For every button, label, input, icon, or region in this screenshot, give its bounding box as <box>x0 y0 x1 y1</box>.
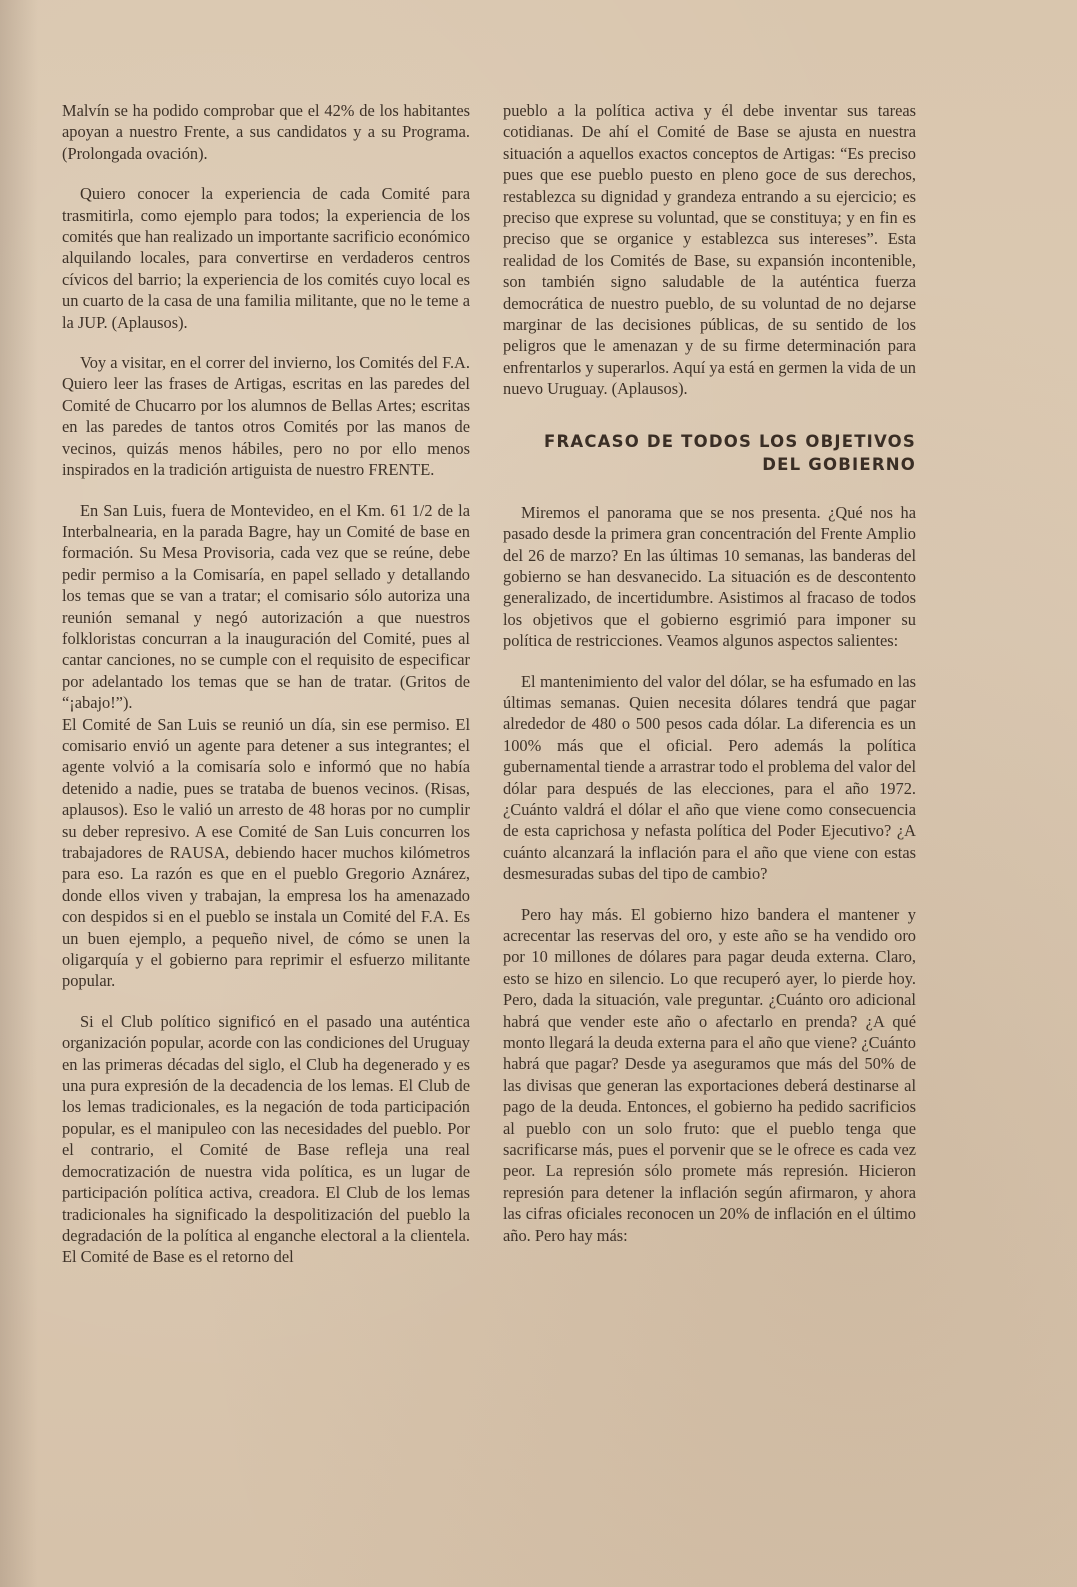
left-paragraph-1: Malvín se ha podido comprobar que el 42% de los habitantes apoyan a nuestro Frente, a sus candidatos y a su Programa. (Prolongada ovación). <box>62 101 470 163</box>
left-column <box>62 100 470 1287</box>
right-paragraph-3: El mantenimiento del valor del dólar, se ha esfumado en las últimas semanas. Quien necesita dólares tendrá que pagar alrededor de 480 o 500 pesos cada dólar. La diferencia es un 100% más que el oficial. Pero además la política gubernamental tiende a arrastrar todo el problema del valor del dólar para después de las elecciones, para el año 1972. ¿Cuánto valdrá el dólar el año que viene como consecuencia de esta caprichosa y nefasta política del Poder Ejecutivo? ¿A cuánto alcanzará la inflación para el año que viene con estas desmesuradas subas del tipo de cambio? <box>503 671 916 884</box>
section-heading <box>503 430 916 476</box>
left-paragraph-3: Voy a visitar, en el correr del invierno, los Comités del F.A. Quiero leer las frases de Artigas, escritas en las paredes del Comité de Chucarro por los alumnos de Bellas Artes; escritas en las paredes de tantos otros Comités por las manos de vecinos, quizás menos hábiles, pero no por ello menos inspirados en la tradición artiguista de nuestro FRENTE. <box>62 353 470 480</box>
right-paragraph-2: Miremos el panorama que se nos presenta. ¿Qué nos ha pasado desde la primera gran concentración del Frente Amplio del 26 de marzo? En las últimas 10 semanas, las banderas del gobierno se han desvanecido. La situación es de descontento generalizado, de incertidumbre. Asistimos al fracaso de todos los objetivos que el gobierno esgrimió para imponer su política de restricciones. Veamos algunos aspectos salientes: <box>503 502 916 651</box>
left-paragraph-6: Si el Club político significó en el pasado una auténtica organización popular, acorde con las condiciones del Uruguay en las primeras décadas del siglo, el Club ha degenerado y es una pura expresión de la decadencia de los lemas. El Club de los lemas tradicionales, es la negación de toda participación popular, es el manipuleo con las necesidades del pueblo. Por el contrario, el Comité de Base refleja una real democratización de nuestra vida política, es un lugar de participación política activa, creadora. El Club de los lemas tradicionales ha significado la despolitización del pueblo la degradación de la política al enganche electoral a la clientela. El Comité de Base es el retorno del <box>62 1011 470 1267</box>
right-column <box>503 100 916 1265</box>
left-paragraph-4: En San Luis, fuera de Montevideo, en el Km. 61 1/2 de la Interbalnearia, en la parada Bagre, hay un Comité de base en formación. Su Mesa Provisoria, cada vez que se reúne, debe pedir permiso a la Comisaría, en papel sellado y detallando los temas que se van a tratar; el comisario sólo autoriza una reunión semanal y negó autorización a que nuestros folkloristas concurran a la inauguración del Comité, pues al cantar canciones, no se cumple con el requisito de especificar por adelantado los temas que se han de tratar. (Gritos de “¡abajo!”). <box>62 500 470 713</box>
right-paragraph-1: pueblo a la política activa y él debe inventar sus tareas cotidianas. De ahí el Comité de Base se ajusta en nuestra situación a aquellos exactos conceptos de Artigas: “Es preciso pues que ese pueblo puesto en pleno goce de sus derechos, restablezca su dignidad y grandeza entrando a su ejercicio; es preciso que exprese su voluntad, que se constituya; y en fin es preciso que se organice y establezca sus intereses”. Esta realidad de los Comités de Base, su expansión incontenible, son también signo saludable de la auténtica fuerza democrática de nuestro pueblo, de su voluntad de no dejarse marginar de las decisiones públicas, de su sentido de los peligros que le amenazan y de su firme determinación para enfrentarlos y superarlos. Aquí ya está en germen la vida de un nuevo Uruguay. (Aplausos). <box>503 101 916 399</box>
paper-edge-shadow <box>0 0 38 1587</box>
right-paragraph-4: Pero hay más. El gobierno hizo bandera el mantener y acrecentar las reservas del oro, y este año se ha vendido oro por 10 millones de dólares para pagar deuda externa. Claro, esto se hizo en silencio. Lo que recuperó ayer, lo pierde hoy. Pero, dada la situación, vale preguntar. ¿Cuánto oro adicional habrá que vender este año o afectarlo en prenda? ¿A qué monto llegará la deuda externa para el año que viene? ¿Cuánto habrá que pagar? Desde ya aseguramos que más del 50% de las divisas que generan las exportaciones deberá destinarse al pago de la deuda. Entonces, el gobierno ha pedido sacrificios al pueblo con un solo fruto: que el pueblo tenga que sacrificarse más, pues el porvenir que se le ofrece es cada vez peor. La represión sólo promete más represión. Hicieron represión para detener la inflación según afirmaron, y ahora las cifras oficiales reconocen un 20% de inflación en el último año. Pero hay más: <box>503 904 916 1245</box>
left-paragraph-5: El Comité de San Luis se reunió un día, sin ese permiso. El comisario envió un agente para detener a sus integrantes; el agente volvió a la comisaría solo e informó que no había detenido a nadie, pues se trataba de buenos vecinos. (Risas, aplausos). Eso le valió un arresto de 48 horas por no cumplir su deber represivo. A ese Comité de San Luis concurren los trabajadores de RAUSA, debiendo hacer muchos kilómetros para eso. La razón es que en el pueblo Gregorio Aznárez, donde ellos viven y trabajan, la empresa los ha amenazado con despidos si en el pueblo se instala un Comité del F.A. Es un buen ejemplo, a pequeño nivel, de cómo se unen la oligarquía y el gobierno para reprimir el esfuerzo militante popular. <box>62 714 470 991</box>
section-heading-line-1: FRACASO DE TODOS LOS OBJETIVOS <box>543 431 916 451</box>
left-paragraph-2: Quiero conocer la experiencia de cada Comité para trasmitirla, como ejemplo para todos; la experiencia de los comités que han realizado un importante sacrificio económico alquilando locales, para convertirse en verdaderos centros cívicos del barrio; la experiencia de los comités cuyo local es un cuarto de la casa de una familia militante, que no le teme a la JUP. (Aplausos). <box>62 184 470 332</box>
section-heading-line-2: DEL GOBIERNO <box>762 454 916 474</box>
